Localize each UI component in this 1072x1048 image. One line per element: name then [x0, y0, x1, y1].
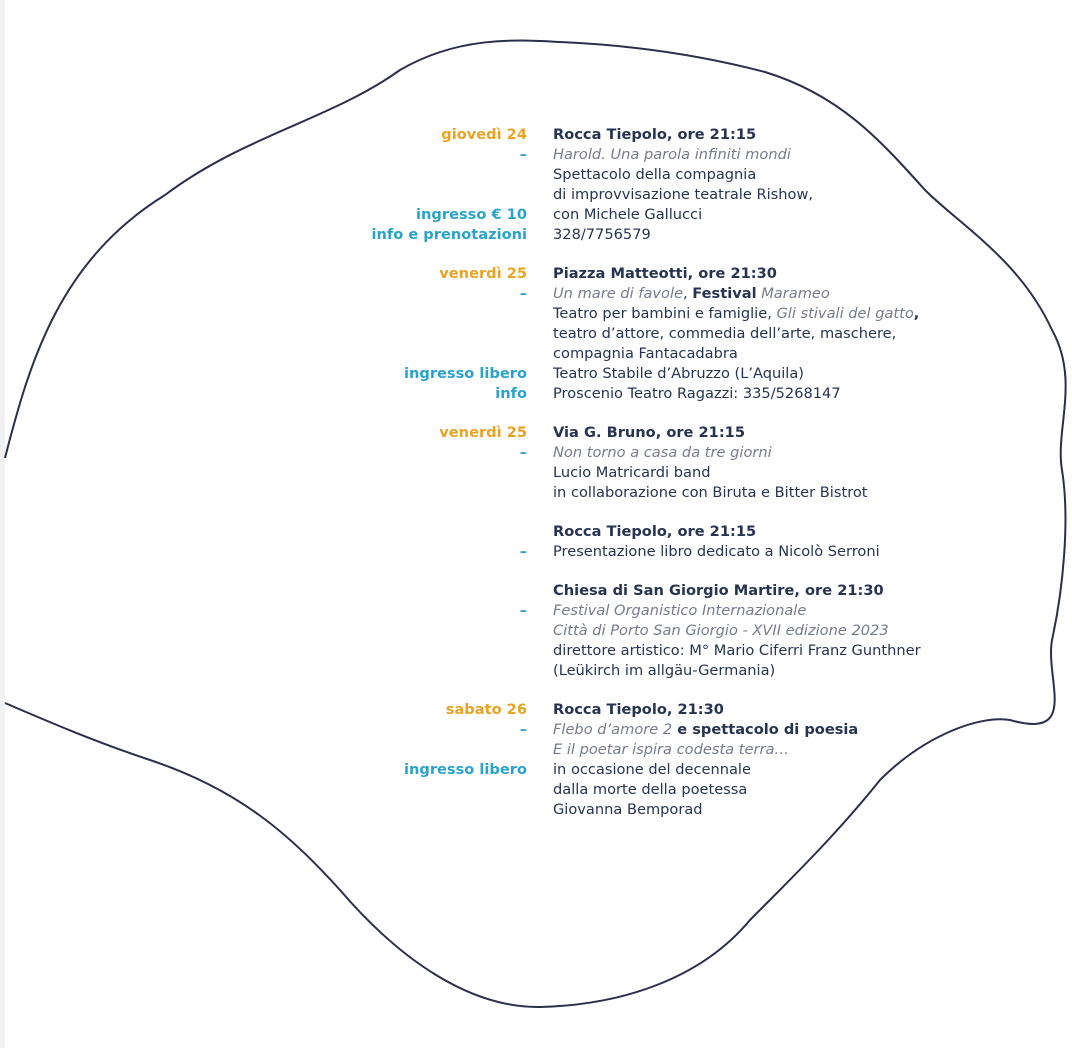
fee-label: ingresso libero [404, 365, 527, 382]
event-venue: Rocca Tiepolo, ore 21:15 [553, 126, 757, 143]
dash-marker: – [519, 543, 527, 560]
event-line: Presentazione libro dedicato a Nicolò Serroni [553, 543, 880, 560]
event-subtitle: Città di Porto San Giorgio - XVII edizione 2023 [553, 622, 889, 639]
event-6-row-5 [0, 780, 747, 800]
event-2-row-4 [0, 324, 896, 344]
event-title: Non torno a casa da tre giorni [553, 444, 772, 461]
fee-label: ingresso € 10 [416, 206, 527, 223]
event-3-row-4 [0, 483, 868, 503]
event-title: Flebo d’amore 2 [553, 721, 673, 738]
event-2-row-6 [0, 364, 804, 384]
event-4-row-1 [0, 522, 756, 542]
event-5-row-4 [0, 641, 921, 661]
event-6-row-3 [0, 740, 789, 760]
event-line-mixed [553, 304, 919, 324]
event-line: di improvvisazione teatrale Rishow, [553, 186, 814, 203]
event-title-line [553, 720, 858, 740]
event-1-row-1 [0, 125, 756, 145]
event-line: in occasione del decennale [553, 761, 751, 778]
event-title: Harold. Una parola infiniti mondi [553, 146, 791, 163]
line-part: Teatro per bambini e famiglie, [553, 305, 777, 322]
event-2-row-1 [0, 264, 777, 284]
event-5-row-5 [0, 661, 775, 681]
festival-name: Marameo [756, 285, 830, 302]
festival-word: Festival [692, 285, 757, 302]
event-line: Spettacolo della compagnia [553, 166, 757, 183]
line-part: , [913, 305, 920, 322]
event-1-row-2 [0, 145, 791, 165]
phone-number: 328/7756579 [553, 226, 651, 243]
event-line: Giovanna Bemporad [553, 801, 703, 818]
event-line: direttore artistico: M° Mario Ciferri Franz Gunthner [553, 642, 921, 659]
event-date: sabato 26 [445, 701, 527, 718]
show-title: Gli stivali del gatto [776, 305, 914, 322]
event-1-row-6 [0, 225, 651, 245]
event-title-bold: e spettacolo di poesia [672, 721, 859, 738]
event-2-row-3 [0, 304, 919, 324]
event-3-row-3 [0, 463, 710, 483]
dash-marker: – [519, 444, 527, 461]
event-1-row-4 [0, 185, 813, 205]
event-4-row-2 [0, 542, 880, 562]
event-venue: Rocca Tiepolo, 21:30 [553, 701, 724, 718]
event-title-line [553, 284, 830, 304]
event-date: giovedì 24 [441, 126, 527, 143]
info-label: info e prenotazioni [371, 226, 527, 243]
event-venue: Chiesa di San Giorgio Martire, ore 21:30 [553, 582, 884, 599]
dash-marker: – [519, 285, 527, 302]
event-line: con Michele Gallucci [553, 206, 703, 223]
event-6-row-4 [0, 760, 751, 780]
event-subtitle: E il poetar ispira codesta terra… [553, 741, 789, 758]
title-separator: , [682, 285, 693, 302]
event-3-row-1 [0, 423, 745, 443]
event-venue: Rocca Tiepolo, ore 21:15 [553, 523, 757, 540]
dash-marker: – [519, 721, 527, 738]
event-6-row-2 [0, 720, 858, 740]
event-3-row-2 [0, 443, 772, 463]
event-line: Lucio Matricardi band [553, 464, 711, 481]
event-line: dalla morte della poetessa [553, 781, 748, 798]
event-line: in collaborazione con Biruta e Bitter Bistrot [553, 484, 868, 501]
phone-number: Proscenio Teatro Ragazzi: 335/5268147 [553, 385, 841, 402]
dash-marker: – [519, 146, 527, 163]
dash-marker: – [519, 602, 527, 619]
event-line: Teatro Stabile d’Abruzzo (L’Aquila) [553, 365, 804, 382]
event-1-row-5 [0, 205, 702, 225]
event-line: compagnia Fantacadabra [553, 345, 738, 362]
event-date: venerdì 25 [439, 424, 527, 441]
event-2-row-7 [0, 384, 841, 404]
info-label: info [495, 385, 527, 402]
event-2-row-2 [0, 284, 830, 304]
event-title: Festival Organistico Internazionale [553, 602, 807, 619]
event-title: Un mare di favole [553, 285, 683, 302]
event-1-row-3 [0, 165, 756, 185]
fee-label: ingresso libero [404, 761, 527, 778]
event-5-row-3 [0, 621, 889, 641]
event-5-row-2 [0, 601, 806, 621]
event-date: venerdì 25 [439, 265, 527, 282]
event-line: (Leükirch im allgäu-Germania) [553, 662, 776, 679]
event-6-row-1 [0, 700, 724, 720]
event-2-row-5 [0, 344, 738, 364]
event-venue: Via G. Bruno, ore 21:15 [553, 424, 745, 441]
event-6-row-6 [0, 800, 703, 820]
event-venue: Piazza Matteotti, ore 21:30 [553, 265, 777, 282]
event-5-row-1 [0, 581, 884, 601]
event-line: teatro d’attore, commedia dell’arte, maschere, [553, 325, 897, 342]
